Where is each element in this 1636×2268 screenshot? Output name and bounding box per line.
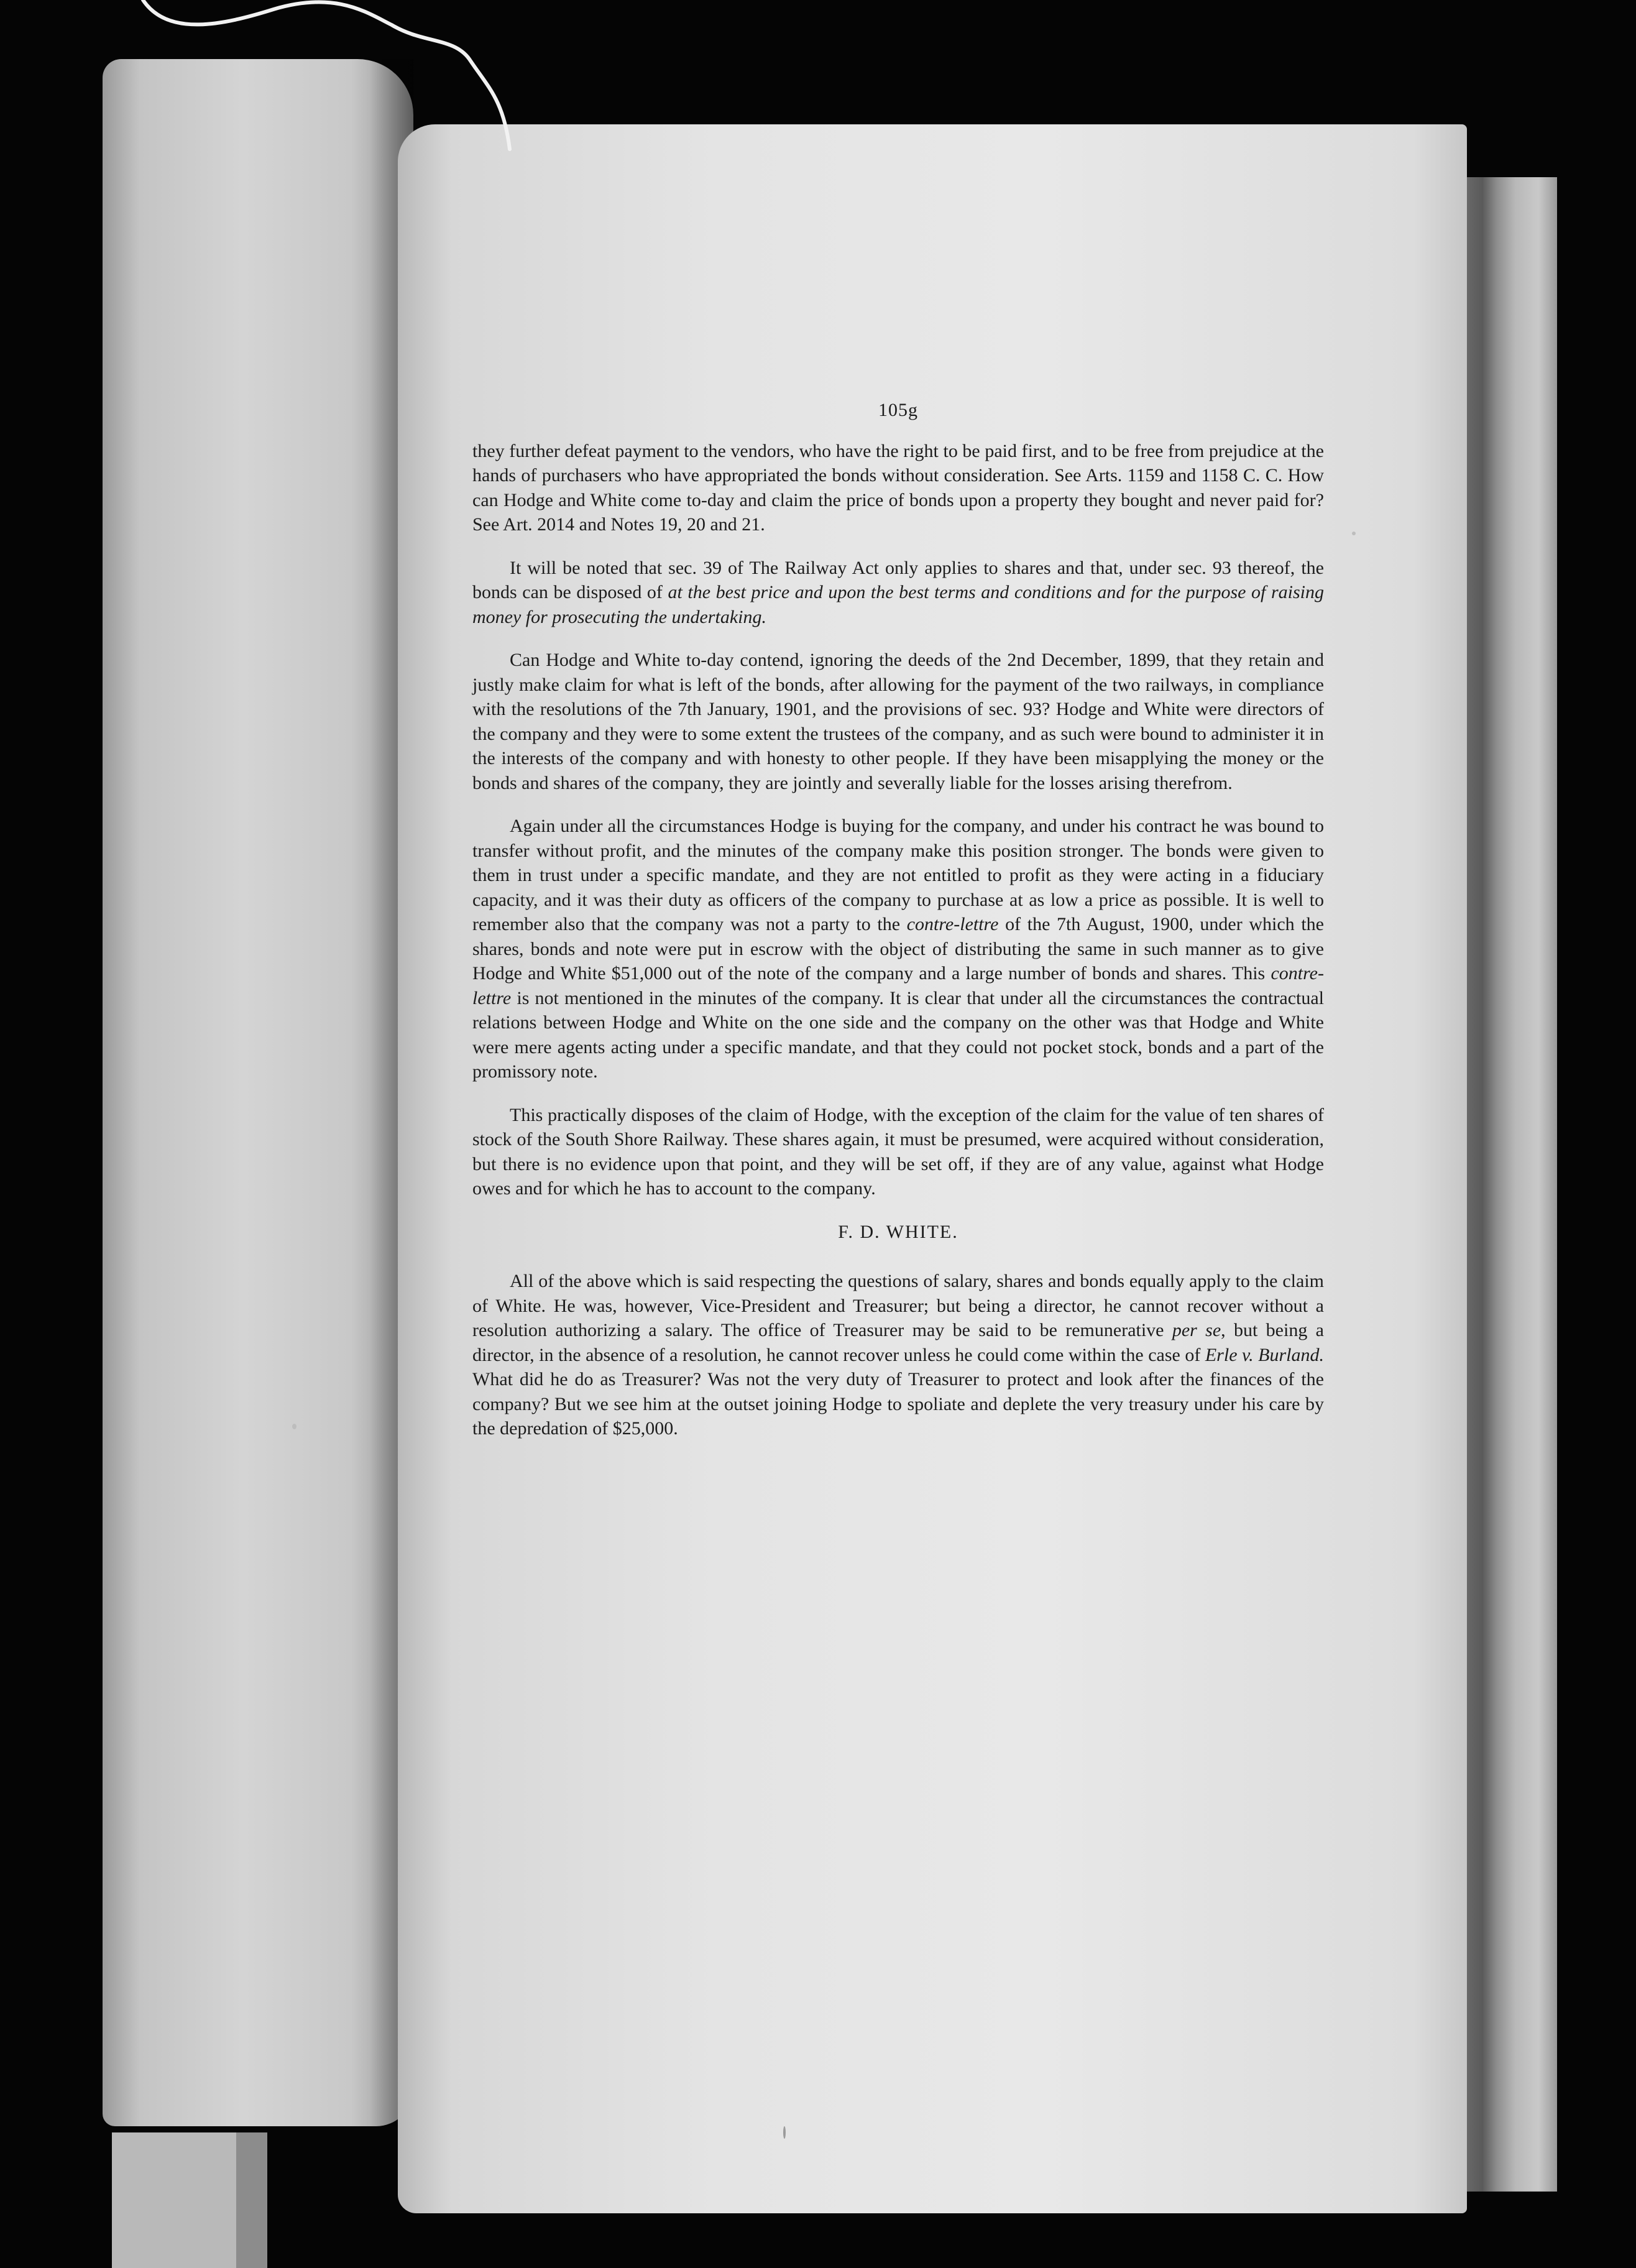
paragraphs-after: [472, 1269, 1324, 1441]
paragraph-text: It will be noted that sec. 39 of The Railway Act only applies to shares and that, under sec. 93 thereof, the bonds can be disposed of: [472, 557, 1324, 602]
italic-text: per se: [1172, 1320, 1221, 1340]
paragraph-text: they further defeat payment to the vendors, who have the right to be paid first, and to be free from prejudice at the hands of purchasers who have appropriated the bonds without consideration. See Arts. 1159 and 1158 C. C. How can Hodge and White come to-day and claim the price of bonds upon a property they bought and never paid for? See Art. 2014 and Notes 19, 20 and 21.: [472, 440, 1324, 535]
paragraph: [472, 814, 1324, 1084]
paragraph: [472, 556, 1324, 630]
paragraph: [472, 439, 1324, 537]
page-number: 105g: [878, 400, 918, 420]
italic-text: Erle v. Burland.: [1205, 1344, 1324, 1365]
italic-text: at the best price and upon the best terms and conditions and for the purpose of raising money for prosecuting the undertaking.: [472, 582, 1324, 627]
paragraph-text: , but being a director, in the absence of a resolution, he cannot recover unless he could come within the case of: [472, 1320, 1324, 1365]
section-heading: F. D. WHITE.: [838, 1221, 958, 1242]
italic-text: contre-lettre: [472, 963, 1324, 1008]
paragraph: [472, 1269, 1324, 1441]
page-content: [472, 398, 1324, 1460]
paragraphs-before: [472, 439, 1324, 1201]
paragraph: [472, 648, 1324, 795]
dust-speck: [292, 1424, 296, 1429]
paragraph: [472, 1103, 1324, 1201]
page-edges: [1464, 177, 1557, 2192]
dust-speck: [783, 2126, 786, 2139]
paragraph-text: This practically disposes of the claim of Hodge, with the exception of the claim for the value of ten shares of stock of the South Shore Railway. These shares again, it must be presumed, were acquired without consideration, but there is no evidence upon that point, and they will be set off, if they are of any value, against what Hodge owes and for which he has to account to the company.: [472, 1104, 1324, 1199]
page-tab-fragment: [112, 2132, 267, 2268]
left-page: [103, 59, 413, 2126]
paragraph-text: of the 7th August, 1900, under which the shares, bonds and note were put in escrow with the object of distributing the same in such manner as to give Hodge and White $51,000 out of the note of the company and a large number of bonds and shares. This: [472, 914, 1324, 984]
dust-speck: [1352, 532, 1356, 535]
paragraph-text: What did he do as Treasurer? Was not the very duty of Treasurer to protect and look after the finances of the company? But we see him at the outset joining Hodge to spoliate and deplete the very treasury under his care by the depredation of $25,000.: [472, 1369, 1324, 1439]
paragraph-text: Can Hodge and White to-day contend, ignoring the deeds of the 2nd December, 1899, that they retain and justly make claim for what is left of the bonds, after allowing for the payment of the two railways, in compliance with the resolutions of the 7th January, 1901, and the provisions of sec. 93? Hodge and White were directors of the company and they were to some extent the trustees of the company, and as such were bound to administer it in the interests of the company and with honesty to other people. If they have been misapplying the money or the bonds and shares of the company, they are jointly and severally liable for the losses arising therefrom.: [472, 650, 1324, 793]
paragraph-text: Again under all the circumstances Hodge is buying for the company, and under his contract he was bound to transfer without profit, and the minutes of the company make this position stronger. The bonds were given to them in trust under a specific mandate, and they are not entitled to profit as they were acting in a fiduciary capacity, and it was their duty as officers of the company to purchase at as low a price as possible. It is well to remember also that the company was not a party to the: [472, 816, 1324, 934]
italic-text: contre-lettre: [906, 914, 999, 934]
paragraph-text: All of the above which is said respecting the questions of salary, shares and bonds equally apply to the claim of White. He was, however, Vice-President and Treasurer; but being a director, he cannot recover without a resolution authorizing a salary. The office of Treasurer may be said to be remunerative: [472, 1271, 1324, 1340]
paragraph-text: is not mentioned in the minutes of the company. It is clear that under all the circumstances the contractual relations between Hodge and White on the one side and the company on the other was that Hodge and White were mere agents acting under a specific mandate, and that they could not pocket stock, bonds and a part of the promissory note.: [472, 987, 1324, 1082]
